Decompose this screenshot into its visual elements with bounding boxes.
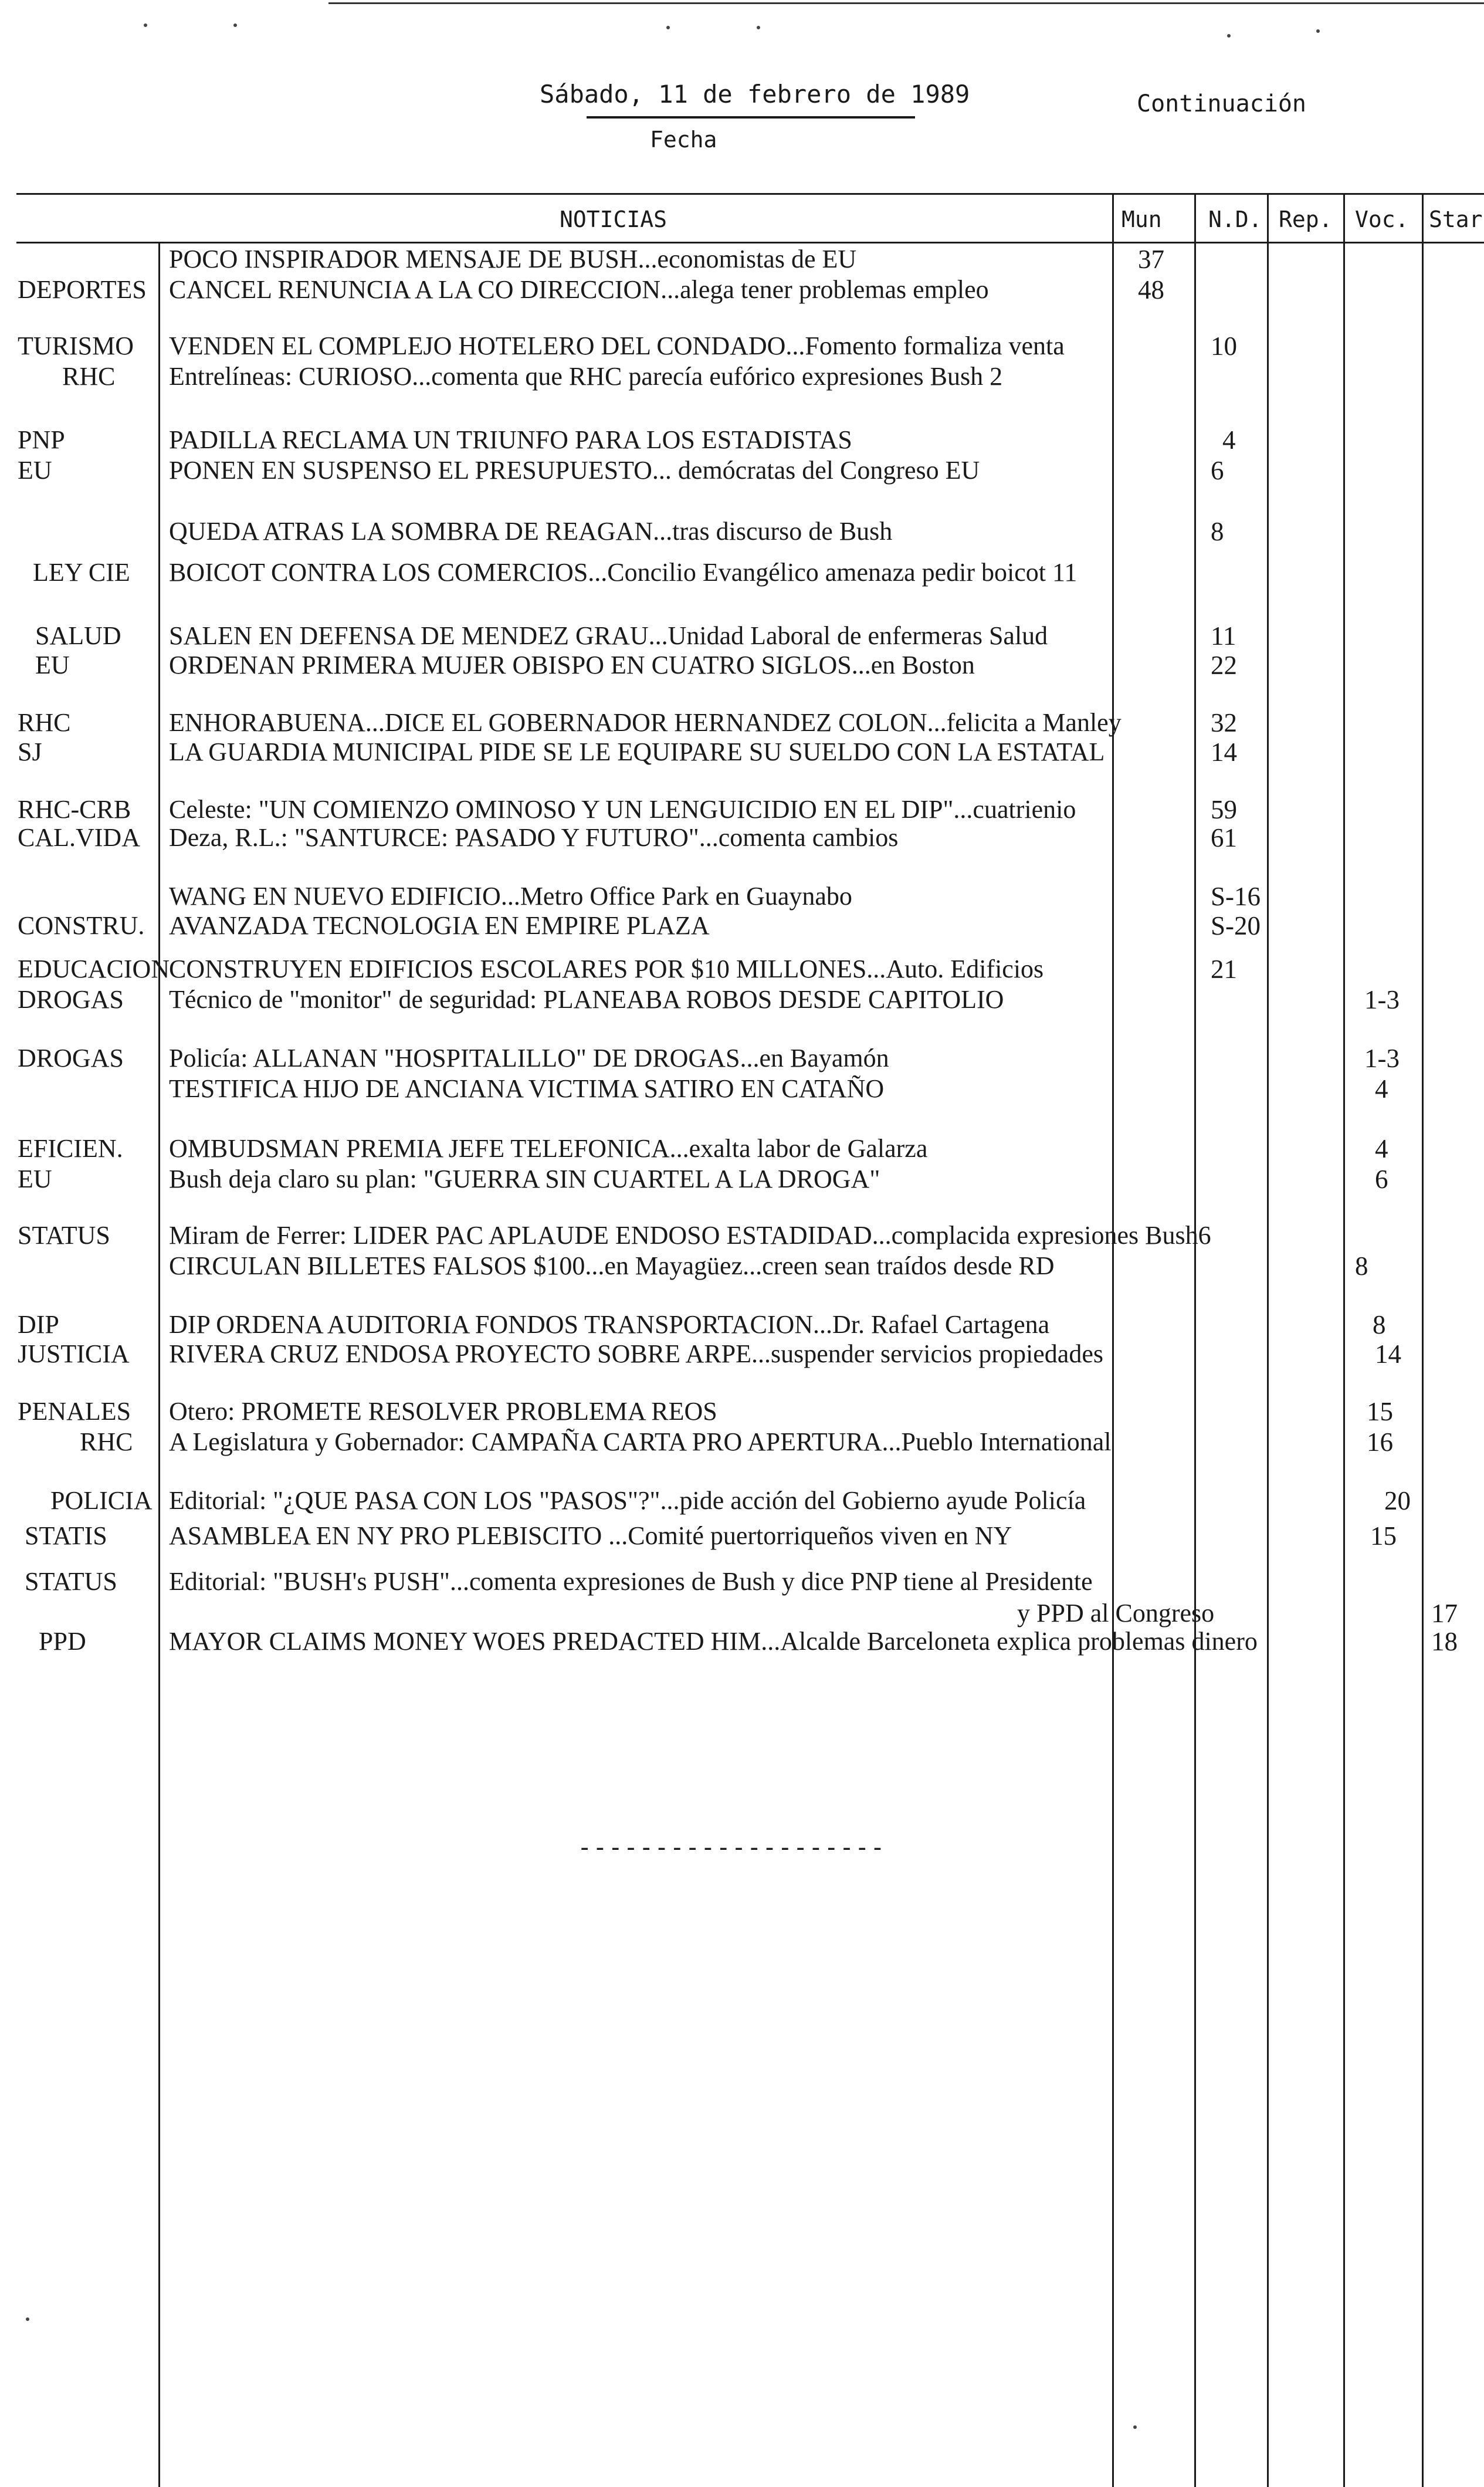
row-section: EFICIEN. bbox=[18, 1134, 123, 1163]
row-voc: 1-3 bbox=[1364, 1044, 1400, 1073]
row-headline: ASAMBLEA EN NY PRO PLEBISCITO ...Comité puertorriqueños viven en NY bbox=[169, 1521, 1012, 1550]
table-row bbox=[0, 1339, 1484, 1369]
table-row bbox=[0, 911, 1484, 941]
row-headline: CONSTRUYEN EDIFICIOS ESCOLARES POR $10 MILLONES...Auto. Edificios bbox=[169, 955, 1044, 983]
row-voc: 15 bbox=[1370, 1521, 1397, 1551]
row-section: STATUS bbox=[25, 1567, 117, 1596]
column-header-noticias: NOTICIAS bbox=[560, 207, 668, 232]
scan-speck bbox=[26, 2317, 29, 2321]
row-headline: Celeste: "UN COMIENZO OMINOSO Y UN LENGUICIDIO EN EL DIP"...cuatrienio bbox=[169, 795, 1076, 824]
table-row bbox=[0, 1251, 1484, 1281]
row-headline: TESTIFICA HIJO DE ANCIANA VICTIMA SATIRO EN CATAÑO bbox=[169, 1074, 885, 1103]
table-row bbox=[0, 621, 1484, 651]
row-headline: A Legislatura y Gobernador: CAMPAÑA CARTA PRO APERTURA...Pueblo International bbox=[169, 1427, 1112, 1456]
row-voc: 15 bbox=[1367, 1397, 1393, 1426]
table-row bbox=[0, 425, 1484, 455]
row-headline: CIRCULAN BILLETES FALSOS $100...en Mayagüez...creen sean traídos desde RD bbox=[169, 1251, 1055, 1280]
table-row bbox=[0, 455, 1484, 486]
table-row bbox=[0, 984, 1484, 1015]
row-section: SJ bbox=[18, 737, 42, 766]
table-row bbox=[0, 708, 1484, 738]
row-nd: 21 bbox=[1211, 955, 1237, 984]
scan-speck bbox=[233, 23, 237, 27]
row-nd: 11 bbox=[1211, 621, 1236, 651]
row-section: DROGAS bbox=[18, 1044, 124, 1072]
table-row bbox=[0, 1521, 1484, 1551]
row-nd: 10 bbox=[1211, 331, 1237, 361]
end-dashes: -------------------- bbox=[577, 1833, 886, 1862]
row-voc: 16 bbox=[1367, 1427, 1393, 1457]
table-row bbox=[0, 1396, 1484, 1427]
row-nd: 32 bbox=[1211, 708, 1237, 737]
row-section: RHC bbox=[80, 1427, 133, 1456]
table-row bbox=[0, 244, 1484, 275]
row-headline: POCO INSPIRADOR MENSAJE DE BUSH...economistas de EU bbox=[169, 245, 857, 273]
row-section: EDUCACION bbox=[18, 955, 170, 983]
scan-speck bbox=[1316, 29, 1320, 33]
table-row bbox=[0, 516, 1484, 547]
row-headline: Miram de Ferrer: LIDER PAC APLAUDE ENDOSO ESTADIDAD...complacida expresiones Bush6 bbox=[169, 1221, 1211, 1250]
row-voc: 20 bbox=[1384, 1486, 1411, 1515]
row-headline: ENHORABUENA...DICE EL GOBERNADOR HERNANDEZ COLON...felicita a Manley bbox=[169, 708, 1122, 737]
scan-speck bbox=[144, 23, 147, 27]
row-nd: 22 bbox=[1211, 651, 1237, 680]
row-voc: 14 bbox=[1375, 1339, 1401, 1369]
row-headline: DIP ORDENA AUDITORIA FONDOS TRANSPORTACION...Dr. Rafael Cartagena bbox=[169, 1310, 1050, 1339]
table-row bbox=[0, 1133, 1484, 1164]
row-mun: 48 bbox=[1138, 275, 1164, 304]
row-headline: Bush deja claro su plan: "GUERRA SIN CUARTEL A LA DROGA" bbox=[169, 1165, 880, 1193]
table-row bbox=[0, 361, 1484, 392]
row-mun: 37 bbox=[1138, 245, 1164, 274]
table-row bbox=[0, 1598, 1484, 1629]
row-section: CAL.VIDA bbox=[18, 823, 140, 852]
header-bottom-rule bbox=[16, 242, 1484, 243]
row-section: PNP bbox=[18, 425, 65, 454]
table-row bbox=[0, 794, 1484, 825]
row-nd: S-20 bbox=[1211, 911, 1261, 940]
row-section: RHC-CRB bbox=[18, 795, 131, 824]
row-section: POLICIA bbox=[50, 1486, 153, 1515]
table-row bbox=[0, 1427, 1484, 1457]
date-underline bbox=[587, 116, 915, 119]
table-row bbox=[0, 557, 1484, 588]
column-header-rep: Rep. bbox=[1279, 207, 1333, 232]
table-row bbox=[0, 275, 1484, 305]
row-headline: y PPD al Congreso bbox=[1017, 1599, 1215, 1627]
row-headline: VENDEN EL COMPLEJO HOTELERO DEL CONDADO...Fomento formaliza venta bbox=[169, 331, 1065, 360]
scan-speck bbox=[1133, 2425, 1137, 2429]
row-section: PPD bbox=[39, 1627, 86, 1656]
row-section: TURISMO bbox=[18, 331, 134, 360]
row-headline: Deza, R.L.: "SANTURCE: PASADO Y FUTURO"...comenta cambios bbox=[169, 823, 899, 852]
row-star: 18 bbox=[1431, 1627, 1458, 1656]
row-headline: Entrelíneas: CURIOSO...comenta que RHC parecía eufórico expresiones Bush 2 bbox=[169, 362, 1003, 391]
scan-speck bbox=[666, 26, 670, 29]
row-headline: PONEN EN SUSPENSO EL PRESUPUESTO... demócratas del Congreso EU bbox=[169, 456, 980, 485]
table-row bbox=[0, 650, 1484, 681]
top-rule bbox=[328, 2, 1484, 4]
scan-speck bbox=[757, 26, 760, 29]
row-headline: ORDENAN PRIMERA MUJER OBISPO EN CUATRO SIGLOS...en Boston bbox=[169, 651, 975, 679]
report-date: Sábado, 11 de febrero de 1989 bbox=[540, 80, 970, 109]
row-section: EU bbox=[18, 1165, 52, 1193]
row-voc: 6 bbox=[1375, 1165, 1388, 1194]
row-section: JUSTICIA bbox=[18, 1339, 130, 1368]
row-headline: CANCEL RENUNCIA A LA CO DIRECCION...alega tener problemas empleo bbox=[169, 275, 989, 304]
row-section: DEPORTES bbox=[18, 275, 147, 304]
row-section: PENALES bbox=[18, 1397, 131, 1426]
row-headline: QUEDA ATRAS LA SOMBRA DE REAGAN...tras discurso de Bush bbox=[169, 517, 893, 546]
row-headline: Policía: ALLANAN "HOSPITALILLO" DE DROGAS...en Bayamón bbox=[169, 1044, 889, 1072]
row-star: 17 bbox=[1431, 1599, 1458, 1628]
row-section: RHC bbox=[62, 362, 116, 391]
table-row bbox=[0, 1626, 1484, 1657]
row-headline: Editorial: "BUSH's PUSH"...comenta expresiones de Bush y dice PNP tiene al Presidente bbox=[169, 1567, 1093, 1596]
table-row bbox=[0, 331, 1484, 361]
table-row bbox=[0, 881, 1484, 912]
row-nd: 61 bbox=[1211, 823, 1237, 852]
row-section: DIP bbox=[18, 1310, 59, 1339]
row-headline: LA GUARDIA MUNICIPAL PIDE SE LE EQUIPARE SU SUELDO CON LA ESTATAL bbox=[169, 737, 1105, 766]
row-section: EU bbox=[35, 651, 70, 679]
row-voc: 1-3 bbox=[1364, 985, 1400, 1014]
row-nd: 14 bbox=[1211, 737, 1237, 767]
column-header-nd: N.D. bbox=[1208, 207, 1262, 232]
row-section: DROGAS bbox=[18, 985, 124, 1014]
row-section: LEY CIE bbox=[33, 558, 130, 587]
row-section: STATUS bbox=[18, 1221, 110, 1250]
row-nd: 8 bbox=[1211, 517, 1224, 546]
row-headline: WANG EN NUEVO EDIFICIO...Metro Office Park en Guaynabo bbox=[169, 882, 852, 911]
row-voc: 4 bbox=[1375, 1074, 1388, 1104]
scan-speck bbox=[1227, 34, 1231, 38]
row-headline: RIVERA CRUZ ENDOSA PROYECTO SOBRE ARPE...suspender servicios propiedades bbox=[169, 1339, 1103, 1368]
table-row bbox=[0, 1043, 1484, 1074]
table-row bbox=[0, 954, 1484, 984]
row-section: SALUD bbox=[35, 621, 121, 650]
row-section: CONSTRU. bbox=[18, 911, 145, 940]
row-section: STATIS bbox=[25, 1521, 107, 1550]
row-voc: 8 bbox=[1373, 1310, 1386, 1339]
row-headline: PADILLA RECLAMA UN TRIUNFO PARA LOS ESTADISTAS bbox=[169, 425, 852, 454]
continuation-label: Continuación bbox=[1137, 90, 1306, 117]
table-row bbox=[0, 1074, 1484, 1104]
table-row bbox=[0, 1566, 1484, 1597]
column-header-voc: Voc. bbox=[1355, 207, 1409, 232]
row-nd: 4 bbox=[1222, 425, 1236, 455]
table-row bbox=[0, 1486, 1484, 1516]
row-section: RHC bbox=[18, 708, 71, 737]
table-row bbox=[0, 1164, 1484, 1195]
date-label: Fecha bbox=[650, 127, 717, 153]
row-headline: OMBUDSMAN PREMIA JEFE TELEFONICA...exalta labor de Galarza bbox=[169, 1134, 928, 1163]
row-voc: 4 bbox=[1375, 1134, 1388, 1163]
table-row bbox=[0, 1220, 1484, 1251]
row-headline: Otero: PROMETE RESOLVER PROBLEMA REOS bbox=[169, 1397, 717, 1426]
column-header-star: Star bbox=[1429, 207, 1483, 232]
table-row bbox=[0, 737, 1484, 767]
row-voc: 8 bbox=[1355, 1251, 1368, 1281]
row-nd: 6 bbox=[1211, 456, 1224, 485]
row-section: EU bbox=[18, 456, 52, 485]
row-headline: BOICOT CONTRA LOS COMERCIOS...Concilio Evangélico amenaza pedir boicot 11 bbox=[169, 558, 1078, 587]
row-headline: AVANZADA TECNOLOGIA EN EMPIRE PLAZA bbox=[169, 911, 710, 940]
row-headline: MAYOR CLAIMS MONEY WOES PREDACTED HIM...Alcalde Barceloneta explica problemas dinero bbox=[169, 1627, 1258, 1656]
row-nd: S-16 bbox=[1211, 882, 1261, 911]
row-headline: Técnico de "monitor" de seguridad: PLANEABA ROBOS DESDE CAPITOLIO bbox=[169, 985, 1004, 1014]
column-header-mun: Mun bbox=[1122, 207, 1162, 232]
row-nd: 59 bbox=[1211, 795, 1237, 824]
table-row bbox=[0, 823, 1484, 853]
table-top-rule bbox=[16, 193, 1484, 195]
row-headline: SALEN EN DEFENSA DE MENDEZ GRAU...Unidad Laboral de enfermeras Salud bbox=[169, 621, 1048, 650]
table-row bbox=[0, 1310, 1484, 1340]
row-headline: Editorial: "¿QUE PASA CON LOS "PASOS"?"...pide acción del Gobierno ayude Policía bbox=[169, 1486, 1086, 1515]
